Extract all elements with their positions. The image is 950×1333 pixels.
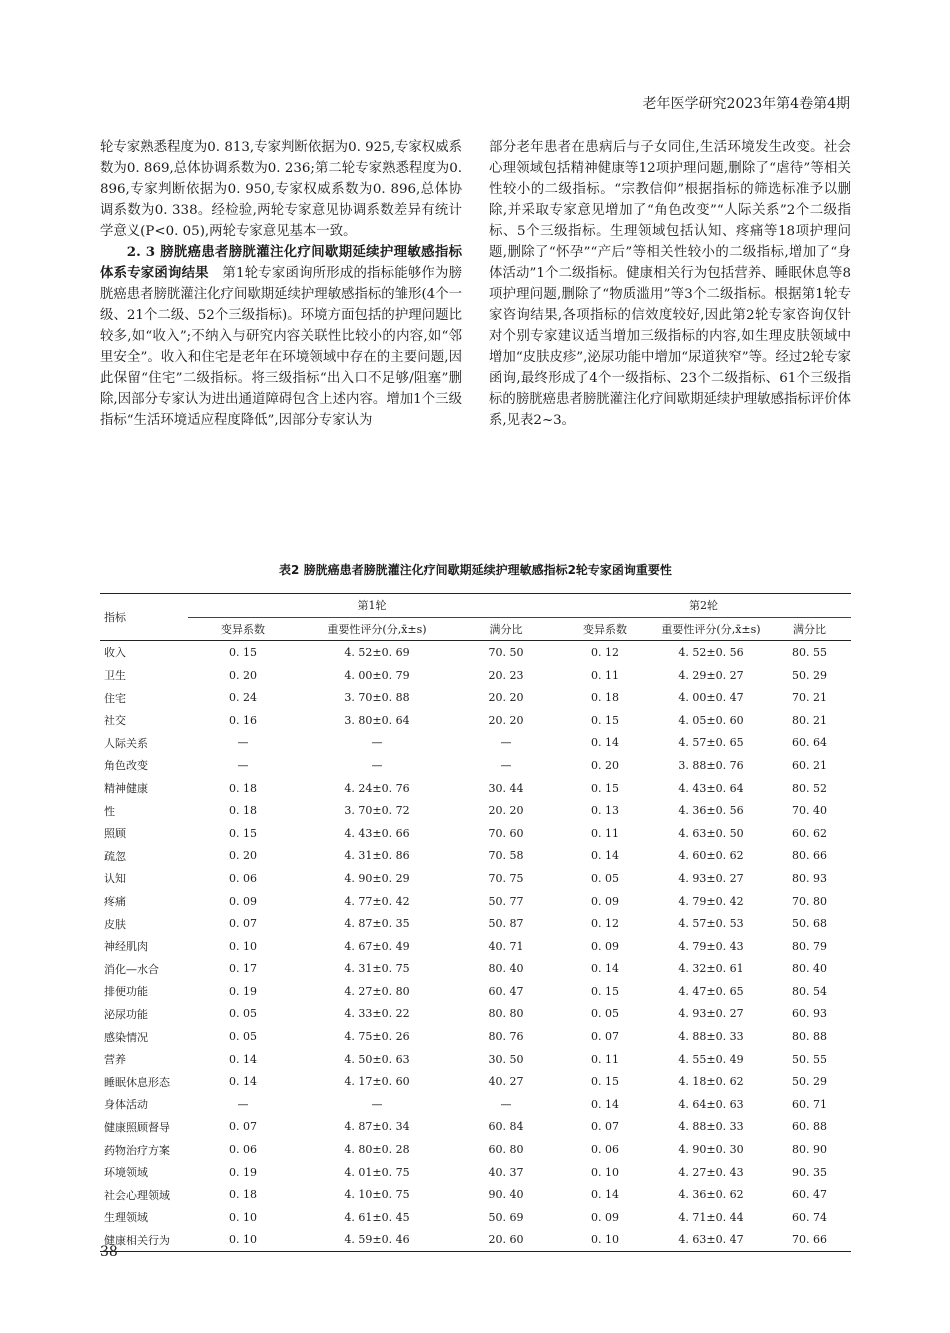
- r1-score-cell: 4. 77±0. 42: [344, 894, 410, 908]
- r1-full-cell: 20. 23: [488, 668, 524, 682]
- r2-score-cell: 4. 88±0. 33: [678, 1030, 744, 1044]
- r1-cv-cell: 0. 07: [229, 1120, 257, 1134]
- r2-full-cell: 70. 21: [792, 691, 827, 705]
- r1-full-cell: —: [500, 736, 512, 750]
- r1-full-cell: 70. 75: [488, 871, 524, 885]
- indicator-cell: 药物治疗方案: [104, 1143, 170, 1157]
- r2-score-cell: 4. 36±0. 56: [678, 804, 744, 818]
- r1-full-cell: 80. 76: [488, 1030, 524, 1044]
- r1-full-cell: —: [500, 1097, 512, 1111]
- indicator-cell: 感染情况: [104, 1030, 148, 1044]
- r2-full-cell: 60. 88: [792, 1120, 827, 1134]
- r2-cv-cell: 0. 14: [591, 849, 619, 863]
- indicator-cell: 排便功能: [104, 985, 148, 999]
- r1-cv-cell: 0. 14: [229, 1075, 257, 1089]
- r1-cv-cell: 0. 19: [229, 984, 257, 998]
- r1-full-cell: 80. 80: [488, 1007, 524, 1021]
- table-row: [100, 1048, 851, 1071]
- r2-score-cell: 4. 90±0. 30: [678, 1143, 744, 1157]
- r2-cv-cell: 0. 05: [591, 1007, 619, 1021]
- indicator-cell: 身体活动: [104, 1098, 148, 1112]
- indicator-cell: 人际关系: [104, 736, 148, 750]
- r1-score-cell: —: [371, 1097, 383, 1111]
- r1-score-cell: —: [371, 758, 383, 772]
- r1-score-cell: 4. 75±0. 26: [344, 1030, 410, 1044]
- r2-score-cell: 4. 63±0. 50: [678, 826, 744, 840]
- table-row: [100, 912, 851, 935]
- r2-full-cell: 50. 68: [792, 917, 827, 931]
- r1-score-cell: 4. 27±0. 80: [344, 984, 410, 998]
- r2-cv-cell: 0. 13: [591, 804, 619, 818]
- r1-cv-cell: 0. 20: [229, 849, 257, 863]
- indicator-cell: 精神健康: [104, 782, 148, 796]
- r2-full-cell: 60. 62: [792, 826, 827, 840]
- table-row: [100, 1025, 851, 1048]
- r2-score-cell: 4. 64±0. 63: [678, 1097, 744, 1111]
- r2-full-cell: 90. 35: [792, 1165, 827, 1179]
- table-row: [100, 641, 851, 664]
- r2-cv-cell: 0. 15: [591, 984, 619, 998]
- r2-full-cell: 80. 52: [792, 781, 827, 795]
- table-row: [100, 754, 851, 777]
- r2-cv-cell: 0. 10: [591, 1165, 619, 1179]
- r2-cv-cell: 0. 12: [591, 917, 619, 931]
- r1-cv-cell: 0. 24: [229, 691, 257, 705]
- r1-full-cell: 70. 60: [488, 826, 524, 840]
- table-row: [100, 709, 851, 732]
- r1-full-cell: 50. 69: [488, 1210, 524, 1224]
- r2-full-cell: 80. 54: [792, 984, 827, 998]
- indicator-cell: 健康相关行为: [104, 1233, 170, 1247]
- r1-score-cell: 4. 10±0. 75: [344, 1188, 410, 1202]
- section-2-3: [100, 242, 462, 431]
- r1-cv-cell: 0. 15: [229, 645, 257, 659]
- r2-score-cell: 4. 79±0. 42: [678, 894, 744, 908]
- subheader: 变异系数: [221, 622, 265, 636]
- journal-header: 老年医学研究2023年第4卷第4期: [642, 96, 850, 112]
- table-row: [100, 1161, 851, 1184]
- indicator-cell: 睡眠休息形态: [104, 1075, 170, 1089]
- indicator-cell: 照顾: [104, 827, 126, 841]
- r2-cv-cell: 0. 15: [591, 1075, 619, 1089]
- table-row: [100, 890, 851, 913]
- r1-score-cell: 3. 80±0. 64: [344, 713, 410, 727]
- r2-full-cell: 80. 93: [792, 871, 827, 885]
- r1-score-cell: 4. 52±0. 69: [344, 645, 410, 659]
- round1-header: 第1轮: [188, 594, 556, 618]
- r1-cv-cell: 0. 18: [229, 804, 257, 818]
- r1-cv-cell: 0. 10: [229, 1210, 257, 1224]
- r2-full-cell: 80. 90: [792, 1143, 827, 1157]
- r2-full-cell: 80. 88: [792, 1030, 827, 1044]
- table-row: [100, 1070, 851, 1093]
- r1-full-cell: 60. 47: [488, 984, 524, 998]
- r2-score-cell: 4. 71±0. 44: [678, 1210, 744, 1224]
- r1-full-cell: 50. 77: [488, 894, 524, 908]
- r1-cv-cell: 0. 05: [229, 1007, 257, 1021]
- r2-cv-cell: 0. 05: [591, 871, 619, 885]
- indicator-cell: 泌尿功能: [104, 1007, 148, 1021]
- r2-score-cell: 4. 05±0. 60: [678, 713, 744, 727]
- r2-cv-cell: 0. 09: [591, 894, 619, 908]
- r2-cv-cell: 0. 20: [591, 758, 619, 772]
- r2-cv-cell: 0. 10: [591, 1233, 619, 1247]
- importance-table: [100, 593, 851, 1252]
- left-column: [100, 137, 462, 431]
- r1-cv-cell: 0. 19: [229, 1165, 257, 1179]
- r1-score-cell: 4. 50±0. 63: [344, 1052, 410, 1066]
- table-row: [100, 1183, 851, 1206]
- r2-cv-cell: 0. 07: [591, 1120, 619, 1134]
- r2-cv-cell: 0. 18: [591, 691, 619, 705]
- r1-cv-cell: —: [237, 758, 249, 772]
- indicator-cell: 卫生: [104, 669, 126, 683]
- r1-full-cell: 50. 87: [488, 917, 524, 931]
- r2-full-cell: 80. 55: [792, 645, 827, 659]
- r1-full-cell: 40. 37: [488, 1165, 524, 1179]
- r2-full-cell: 80. 21: [792, 713, 827, 727]
- r1-score-cell: 4. 87±0. 34: [344, 1120, 410, 1134]
- r2-full-cell: 80. 79: [792, 939, 827, 953]
- r1-score-cell: 4. 01±0. 75: [344, 1165, 410, 1179]
- r1-full-cell: 30. 44: [488, 781, 524, 795]
- indicator-cell: 营养: [104, 1053, 126, 1067]
- r2-cv-cell: 0. 11: [591, 668, 619, 682]
- subheader: 变异系数: [583, 622, 627, 636]
- r1-cv-cell: 0. 18: [229, 781, 257, 795]
- r2-full-cell: 60. 74: [792, 1210, 827, 1224]
- r1-cv-cell: 0. 05: [229, 1030, 257, 1044]
- r1-full-cell: 40. 71: [488, 939, 524, 953]
- r2-score-cell: 4. 93±0. 27: [678, 1007, 744, 1021]
- table-row: [100, 732, 851, 755]
- round2-header: 第2轮: [556, 594, 851, 618]
- r1-cv-cell: 0. 14: [229, 1052, 257, 1066]
- r2-full-cell: 50. 29: [792, 668, 827, 682]
- r1-full-cell: 30. 50: [488, 1052, 524, 1066]
- indicator-cell: 神经肌肉: [104, 940, 148, 954]
- r1-cv-cell: —: [237, 736, 249, 750]
- r2-full-cell: 60. 71: [792, 1097, 827, 1111]
- indicator-cell: 皮肤: [104, 917, 126, 931]
- r1-score-cell: 4. 87±0. 35: [344, 917, 410, 931]
- indicator-cell: 性: [104, 804, 115, 818]
- r2-full-cell: 60. 21: [792, 758, 827, 772]
- r1-full-cell: 20. 20: [488, 804, 524, 818]
- table-row: [100, 980, 851, 1003]
- r2-score-cell: 4. 29±0. 27: [678, 668, 744, 682]
- r1-score-cell: 4. 31±0. 86: [344, 849, 410, 863]
- table-row: [100, 1003, 851, 1026]
- r2-cv-cell: 0. 14: [591, 1188, 619, 1202]
- indicator-header: 指标: [100, 594, 188, 641]
- r2-cv-cell: 0. 14: [591, 962, 619, 976]
- r1-score-cell: 4. 59±0. 46: [344, 1233, 410, 1247]
- r1-score-cell: 4. 80±0. 28: [344, 1143, 410, 1157]
- page-number: 38: [100, 1244, 118, 1260]
- indicator-cell: 住宅: [104, 691, 126, 705]
- r2-full-cell: 60. 93: [792, 1007, 827, 1021]
- section-heading: 2. 3 膀胱癌患者膀胱灌注化疗间歇期延续护理敏感指标体系专家函询结果: [100, 244, 462, 281]
- r1-score-cell: 4. 24±0. 76: [344, 781, 410, 795]
- r2-full-cell: 60. 64: [792, 736, 827, 750]
- paragraph-expert-coefficients: 轮专家熟悉程度为0. 813,专家判断依据为0. 925,专家权威系数为0. 869,总体协调系数为0. 236;第二轮专家熟悉程度为0. 896,专家判断依据为0. 950,专家权威系数为0. 896,总体协调系数为0. 338。经检验,两轮专家意见协调系数差异有统计学意义(P<0. 05),两轮专家意见基本一致。: [100, 140, 462, 239]
- r1-cv-cell: 0. 17: [229, 962, 257, 976]
- r2-cv-cell: 0. 14: [591, 1097, 619, 1111]
- r2-score-cell: 4. 36±0. 62: [678, 1188, 744, 1202]
- r2-score-cell: 4. 79±0. 43: [678, 939, 744, 953]
- r1-score-cell: —: [371, 736, 383, 750]
- r2-cv-cell: 0. 11: [591, 1052, 619, 1066]
- r2-score-cell: 4. 52±0. 56: [678, 645, 744, 659]
- indicator-cell: 生理领域: [104, 1211, 148, 1225]
- r2-score-cell: 4. 57±0. 65: [678, 736, 744, 750]
- r2-full-cell: 70. 40: [792, 804, 827, 818]
- table-row: [100, 686, 851, 709]
- r1-cv-cell: 0. 07: [229, 917, 257, 931]
- r1-cv-cell: 0. 20: [229, 668, 257, 682]
- r2-score-cell: 4. 60±0. 62: [678, 849, 744, 863]
- r2-cv-cell: 0. 14: [591, 736, 619, 750]
- table-row: [100, 958, 851, 981]
- indicator-cell: 环境领域: [104, 1166, 148, 1180]
- r1-cv-cell: —: [237, 1097, 249, 1111]
- r2-score-cell: 4. 00±0. 47: [678, 691, 744, 705]
- table-title: 表2 膀胱癌患者膀胱灌注化疗间歇期延续护理敏感指标2轮专家函询重要性: [279, 563, 672, 577]
- table-row: [100, 1206, 851, 1229]
- r2-score-cell: 4. 57±0. 53: [678, 917, 744, 931]
- r2-score-cell: 4. 63±0. 47: [678, 1233, 744, 1247]
- table-row: [100, 867, 851, 890]
- r1-score-cell: 4. 00±0. 79: [344, 668, 410, 682]
- indicator-cell: 收入: [104, 646, 126, 660]
- r1-full-cell: 70. 50: [488, 645, 524, 659]
- r1-score-cell: 4. 43±0. 66: [344, 826, 410, 840]
- r1-score-cell: 4. 33±0. 22: [344, 1007, 410, 1021]
- r2-score-cell: 4. 18±0. 62: [678, 1075, 744, 1089]
- r2-cv-cell: 0. 07: [591, 1030, 619, 1044]
- section-text: 第1轮专家函询所形成的指标能够作为膀胱癌患者膀胱灌注化疗间歇期延续护理敏感指标的雏形(4个一级、21个二级、52个三级指标)。环境方面包括的护理问题比较多,如“收入”;不纳入与研究内容关联性比较小的内容,如“邻里安全”。收入和住宅是老年在环境领域中存在的主要问题,因此保留“住宅”二级指标。将三级指标“出入口不足够/阻塞”删除,因部分专家认为进出通道障碍包含上述内容。增加1个三级指标“生活环境适应程度降低”,因部分专家认为: [100, 266, 463, 428]
- r2-full-cell: 50. 29: [792, 1075, 827, 1089]
- table-row: [100, 664, 851, 687]
- subheader: 重要性评分(分,x̄±s): [661, 622, 761, 636]
- subheader: 满分比: [489, 622, 523, 636]
- r1-score-cell: 3. 70±0. 88: [344, 691, 410, 705]
- r1-full-cell: 60. 84: [488, 1120, 524, 1134]
- indicator-cell: 疼痛: [104, 895, 126, 909]
- r1-full-cell: 70. 58: [488, 849, 524, 863]
- r2-full-cell: 80. 66: [792, 849, 827, 863]
- indicator-cell: 健康照顾督导: [104, 1120, 170, 1134]
- r2-cv-cell: 0. 12: [591, 645, 619, 659]
- r2-full-cell: 60. 47: [792, 1188, 827, 1202]
- r2-cv-cell: 0. 09: [591, 939, 619, 953]
- r1-full-cell: —: [500, 758, 512, 772]
- r2-score-cell: 4. 43±0. 64: [678, 781, 744, 795]
- r2-full-cell: 70. 80: [792, 894, 827, 908]
- table-row: [100, 935, 851, 958]
- r2-full-cell: 80. 40: [792, 962, 827, 976]
- r1-score-cell: 4. 61±0. 45: [344, 1210, 410, 1224]
- r1-cv-cell: 0. 10: [229, 939, 257, 953]
- paragraph-continued: 部分老年患者在患病后与子女同住,生活环境发生改变。社会心理领域包括精神健康等12项护理问题,删除了“虐待”等相关性较小的二级指标。“宗教信仰”根据指标的筛选标准予以删除,并采取专家意见增加了“角色改变”“人际关系”2个二级指标、5个三级指标。生理领域包括认知、疼痛等18项护理问题,删除了“怀孕”“产后”等相关性较小的二级指标,增加了“身体活动”1个二级指标。健康相关行为包括营养、睡眠休息等8项护理问题,删除了“物质滥用”等3个二级指标。根据第1轮专家咨询结果,各项指标的信效度较好,因此第2轮专家咨询仅针对个别专家建议适当增加三级指标的内容,如生理皮肤领域中增加“皮肤皮疹”,泌尿功能中增加“尿道狭窄”等。经过2轮专家函询,最终形成了4个一级指标、23个二级指标、61个三级指标的膀胱癌患者膀胱灌注化疗间歇期延续护理敏感指标评价体系,见表2~3。: [489, 140, 851, 428]
- indicator-cell: 角色改变: [104, 759, 148, 773]
- table-row: [100, 1093, 851, 1116]
- r2-score-cell: 4. 47±0. 65: [678, 984, 744, 998]
- subheader: 重要性评分(分,x̄±s): [327, 622, 427, 636]
- r1-full-cell: 40. 27: [488, 1075, 524, 1089]
- r1-cv-cell: 0. 16: [229, 713, 257, 727]
- r1-cv-cell: 0. 18: [229, 1188, 257, 1202]
- r1-full-cell: 20. 20: [488, 691, 524, 705]
- r2-full-cell: 70. 66: [792, 1233, 827, 1247]
- subheader: 满分比: [793, 622, 826, 636]
- r1-score-cell: 3. 70±0. 72: [344, 804, 410, 818]
- indicator-cell: 社交: [104, 714, 126, 728]
- r2-cv-cell: 0. 15: [591, 713, 619, 727]
- table-row: [100, 777, 851, 800]
- r2-cv-cell: 0. 11: [591, 826, 619, 840]
- table-row: [100, 845, 851, 868]
- indicator-cell: 疏忽: [104, 849, 126, 863]
- r2-score-cell: 4. 27±0. 43: [678, 1165, 744, 1179]
- r1-cv-cell: 0. 06: [229, 1143, 257, 1157]
- r2-score-cell: 4. 88±0. 33: [678, 1120, 744, 1134]
- r2-full-cell: 50. 55: [792, 1052, 827, 1066]
- r1-score-cell: 4. 67±0. 49: [344, 939, 410, 953]
- table-body: [100, 641, 851, 1252]
- r1-score-cell: 4. 90±0. 29: [344, 871, 410, 885]
- r1-full-cell: 20. 60: [488, 1233, 524, 1247]
- table-row: [100, 799, 851, 822]
- r2-cv-cell: 0. 06: [591, 1143, 619, 1157]
- r1-full-cell: 60. 80: [488, 1143, 524, 1157]
- r1-cv-cell: 0. 09: [229, 894, 257, 908]
- r1-score-cell: 4. 17±0. 60: [344, 1075, 410, 1089]
- indicator-cell: 社会心理领域: [104, 1188, 170, 1202]
- r1-cv-cell: 0. 10: [229, 1233, 257, 1247]
- r1-full-cell: 80. 40: [488, 962, 524, 976]
- r1-full-cell: 20. 20: [488, 713, 524, 727]
- indicator-cell: 认知: [104, 872, 126, 886]
- r2-cv-cell: 0. 09: [591, 1210, 619, 1224]
- right-column: [489, 137, 851, 431]
- r1-cv-cell: 0. 06: [229, 871, 257, 885]
- r2-score-cell: 4. 55±0. 49: [678, 1052, 744, 1066]
- r1-full-cell: 90. 40: [488, 1188, 524, 1202]
- r1-score-cell: 4. 31±0. 75: [344, 962, 410, 976]
- r2-score-cell: 3. 88±0. 76: [678, 758, 744, 772]
- indicator-cell: 消化—水合: [104, 962, 159, 976]
- r2-score-cell: 4. 32±0. 61: [678, 962, 744, 976]
- table-row: [100, 1229, 851, 1252]
- table-row: [100, 822, 851, 845]
- table-row: [100, 1116, 851, 1139]
- r2-cv-cell: 0. 15: [591, 781, 619, 795]
- table-row: [100, 1138, 851, 1161]
- r1-cv-cell: 0. 15: [229, 826, 257, 840]
- r2-score-cell: 4. 93±0. 27: [678, 871, 744, 885]
